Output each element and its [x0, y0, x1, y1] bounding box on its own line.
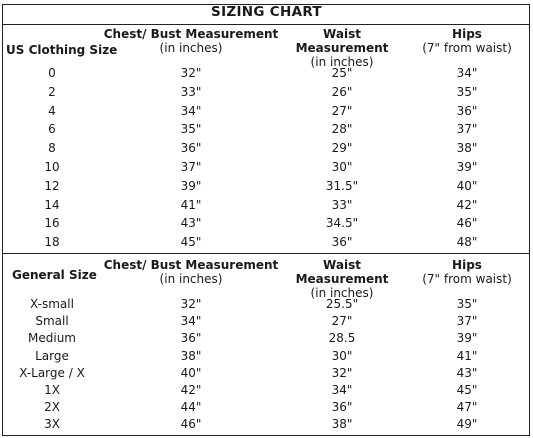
us-size-table — [2, 27, 530, 253]
us-hips-header-main: Hips — [452, 27, 482, 41]
chest-cell: 41" — [180, 197, 202, 212]
us-waist-header — [280, 27, 404, 69]
hips-cell: 46" — [456, 216, 478, 231]
table-row — [2, 365, 530, 382]
size-cell: 12 — [44, 178, 60, 193]
general-size-header: General Size — [12, 268, 97, 282]
us-waist-header-main: Waist Measurement — [295, 27, 389, 55]
size-cell: 0 — [48, 66, 56, 80]
general-table-body — [2, 296, 530, 434]
table-row — [2, 416, 530, 433]
hips-cell: 35" — [456, 297, 478, 311]
chest-cell: 36" — [180, 331, 202, 346]
table-row — [2, 382, 530, 399]
waist-cell: 30" — [331, 348, 353, 363]
waist-cell: 28.5 — [328, 331, 356, 346]
table-row — [2, 313, 530, 330]
general-chest-header-main: Chest/ Bust Measurement — [103, 258, 279, 272]
hips-cell: 48" — [456, 235, 478, 250]
size-cell: X-small — [30, 297, 74, 311]
us-chest-header-main: Chest/ Bust Measurement — [103, 27, 279, 41]
waist-cell: 34" — [331, 382, 353, 397]
waist-cell: 31.5" — [325, 178, 359, 193]
size-cell: 4 — [48, 103, 56, 118]
hips-cell: 39" — [456, 159, 478, 174]
hips-cell: 47" — [456, 400, 478, 415]
table-row — [2, 103, 530, 122]
size-cell: 2X — [44, 400, 60, 415]
table-row — [2, 348, 530, 365]
waist-cell: 28" — [331, 122, 353, 137]
us-hips-header-sub: (7" from waist) — [422, 41, 512, 55]
waist-cell: 29" — [331, 141, 353, 156]
size-cell: 10 — [44, 159, 60, 174]
page-title: SIZING CHART — [211, 4, 322, 20]
chest-cell: 33" — [180, 84, 202, 99]
size-cell: 1X — [44, 382, 60, 397]
us-size-header: US Clothing Size — [6, 43, 118, 57]
waist-cell: 27" — [331, 314, 353, 329]
hips-cell: 35" — [456, 84, 478, 99]
hips-cell: 40" — [456, 178, 478, 193]
chest-cell: 35" — [180, 122, 202, 137]
hips-cell: 39" — [456, 331, 478, 346]
us-chest-header-sub: (in inches) — [159, 41, 223, 55]
title-divider — [2, 24, 530, 25]
general-waist-header-main: Waist Measurement — [295, 258, 389, 286]
waist-cell: 36" — [331, 235, 353, 250]
chest-cell: 39" — [180, 178, 202, 193]
table-row — [2, 140, 530, 159]
table-row — [2, 178, 530, 197]
waist-cell: 25.5" — [325, 297, 359, 311]
table-row — [2, 234, 530, 253]
waist-cell: 32" — [331, 365, 353, 380]
table-row — [2, 65, 530, 84]
waist-cell: 26" — [331, 84, 353, 99]
table-row — [2, 215, 530, 234]
size-cell: Large — [35, 348, 69, 363]
size-cell: 16 — [44, 216, 60, 231]
waist-cell: 38" — [331, 417, 353, 432]
table-row — [2, 399, 530, 416]
chest-cell: 32" — [180, 297, 202, 311]
general-size-table — [2, 258, 530, 434]
hips-cell: 34" — [456, 66, 478, 80]
table-row — [2, 159, 530, 178]
size-cell: 3X — [44, 417, 60, 432]
waist-cell: 27" — [331, 103, 353, 118]
size-cell: 18 — [44, 235, 60, 250]
hips-cell: 37" — [456, 314, 478, 329]
us-chest-header — [102, 27, 280, 55]
size-cell: Medium — [28, 331, 76, 346]
size-cell: 6 — [48, 122, 56, 137]
us-waist-header-sub: (in inches) — [310, 55, 374, 69]
table-row — [2, 197, 530, 216]
general-chest-header — [102, 258, 280, 286]
size-cell: 8 — [48, 141, 56, 156]
hips-cell: 41" — [456, 348, 478, 363]
general-table-header — [2, 258, 530, 300]
hips-cell: 43" — [456, 365, 478, 380]
chest-cell: 37" — [180, 159, 202, 174]
table-row — [2, 296, 530, 313]
general-hips-header-sub: (7" from waist) — [422, 272, 512, 286]
chest-cell: 34" — [180, 314, 202, 329]
section-divider — [2, 253, 530, 254]
table-row — [2, 84, 530, 103]
us-table-header — [2, 27, 530, 69]
general-chest-header-sub: (in inches) — [159, 272, 223, 286]
chest-cell: 43" — [180, 216, 202, 231]
chest-cell: 45" — [180, 235, 202, 250]
chest-cell: 38" — [180, 348, 202, 363]
hips-cell: 38" — [456, 141, 478, 156]
general-hips-header — [404, 258, 530, 286]
waist-cell: 25" — [331, 66, 353, 80]
chest-cell: 44" — [180, 400, 202, 415]
size-cell: Small — [35, 314, 69, 329]
general-hips-header-main: Hips — [452, 258, 482, 272]
hips-cell: 42" — [456, 197, 478, 212]
table-row — [2, 121, 530, 140]
us-hips-header — [404, 27, 530, 55]
general-waist-header — [280, 258, 404, 300]
chest-cell: 34" — [180, 103, 202, 118]
waist-cell: 33" — [331, 197, 353, 212]
hips-cell: 49" — [456, 417, 478, 432]
chest-cell: 36" — [180, 141, 202, 156]
size-cell: 14 — [44, 197, 60, 212]
size-cell: 2 — [48, 84, 56, 99]
general-waist-header-sub: (in inches) — [310, 286, 374, 300]
waist-cell: 34.5" — [325, 216, 359, 231]
chest-cell: 42" — [180, 382, 202, 397]
us-table-body — [2, 65, 530, 253]
table-row — [2, 330, 530, 347]
hips-cell: 37" — [456, 122, 478, 137]
chest-cell: 40" — [180, 365, 202, 380]
chest-cell: 46" — [180, 417, 202, 432]
size-cell: X-Large / X — [19, 365, 85, 380]
hips-cell: 36" — [456, 103, 478, 118]
chest-cell: 32" — [180, 66, 202, 80]
waist-cell: 30" — [331, 159, 353, 174]
hips-cell: 45" — [456, 382, 478, 397]
waist-cell: 36" — [331, 400, 353, 415]
